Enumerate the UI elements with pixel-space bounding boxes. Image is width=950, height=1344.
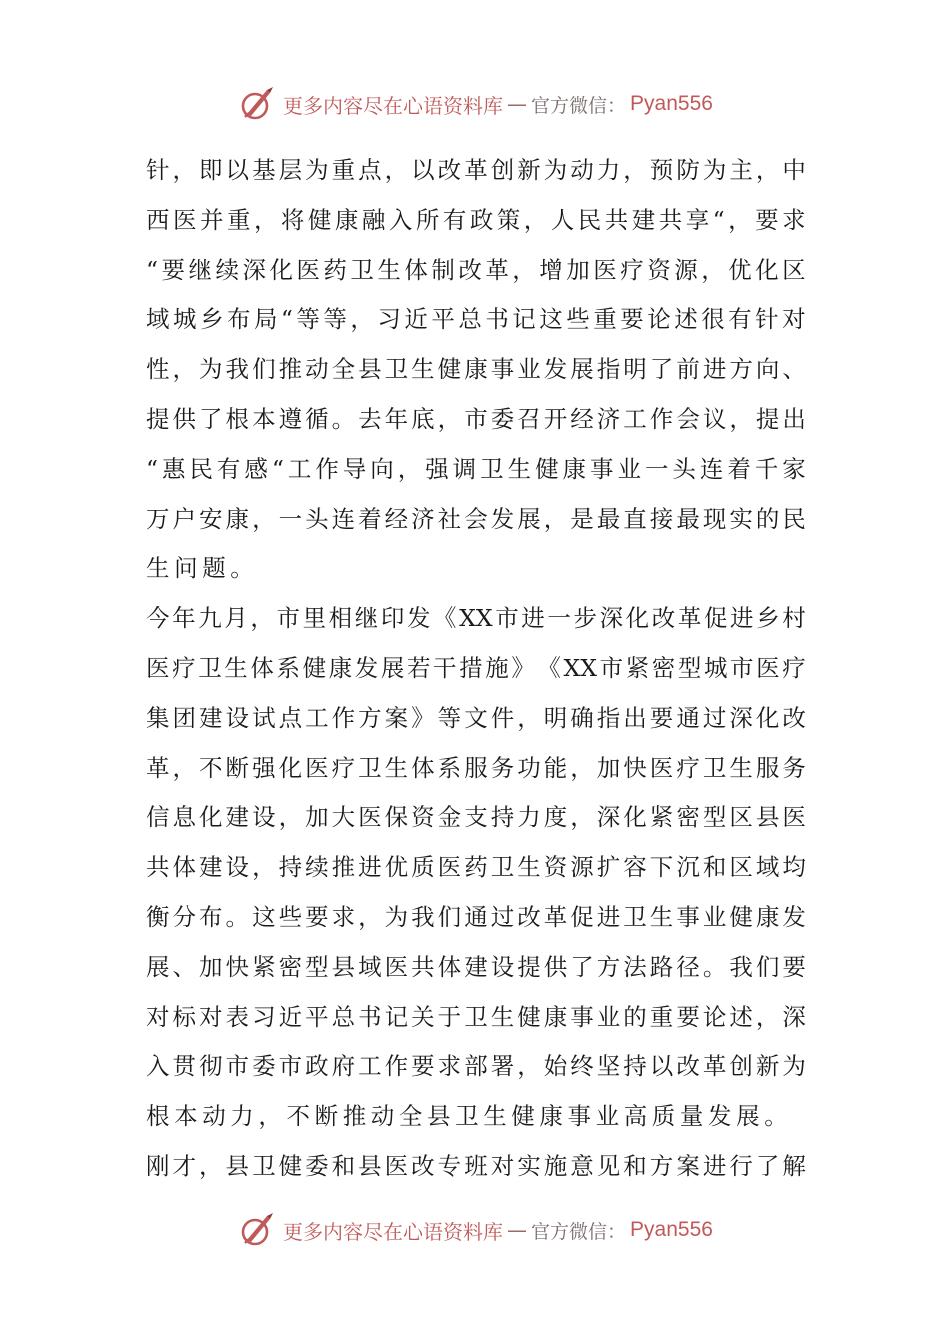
text-line: “ 要 继 续 深 化 医 药 卫 生 体 制 改 革 ， 增 加 医 疗 资 源 ， 优 化 区 xyxy=(146,255,806,284)
text-line: 对 标 对 表 习 近 平 总 书 记 关 于 卫 生 健 康 事 业 的 重 要 论 述 ， 深 xyxy=(146,1002,806,1031)
text-line: 今 年 九 月 ， 市 里 相 继 印 发 《 XX 市 进 一 步 深 化 改 革 促 进 乡 村 xyxy=(146,604,806,633)
text-line: 信 息 化 建 设 ， 加 大 医 保 资 金 支 持 力 度 ， 深 化 紧 密 型 区 县 医 xyxy=(146,803,806,832)
banner-text: 更多内容尽在心语资料库 xyxy=(283,1219,504,1244)
document-body xyxy=(146,146,806,1192)
text-line: 域 城 乡 布 局 “ 等 等 ， 习 近 平 总 书 记 这 些 重 要 论 述 很 有 针 对 xyxy=(146,305,806,334)
text-line: 医 疗 卫 生 体 系 健 康 发 展 若 干 措 施 》 《 XX 市 紧 密 型 城 市 医 疗 xyxy=(146,653,806,682)
text-line: 集 团 建 设 试 点 工 作 方 案 》 等 文 件 ， 明 确 指 出 要 通 过 深 化 改 xyxy=(146,703,806,732)
text-line: 性 ， 为 我 们 推 动 全 县 卫 生 健 康 事 业 发 展 指 明 了 前 进 方 向 、 xyxy=(146,355,806,384)
text-line: 西 医 并 重 ， 将 健 康 融 入 所 有 政 策 ， 人 民 共 建 共 享 “ ， 要 求 xyxy=(146,205,806,234)
banner-label: 官方微信： xyxy=(531,1220,627,1243)
text-line: 提 供 了 根 本 遵 循 。 去 年 底 ， 市 委 召 开 经 济 工 作 会 议 ， 提 出 xyxy=(146,404,806,433)
quill-logo-icon xyxy=(237,84,277,124)
text-line: 针 ， 即 以 基 层 为 重 点 ， 以 改 革 创 新 为 动 力 ， 预 防 为 主 ， 中 xyxy=(146,156,806,184)
text-line: 共 体 建 设 ， 持 续 推 进 优 质 医 药 卫 生 资 源 扩 容 下 沉 和 区 域 均 xyxy=(146,853,806,882)
banner-wechat-id: Pyan556 xyxy=(630,1218,713,1241)
text-line: 革 ， 不 断 强 化 医 疗 卫 生 体 系 服 务 功 能 ， 加 快 医 疗 卫 生 服 务 xyxy=(146,753,806,782)
banner-label: 官方微信： xyxy=(531,94,627,117)
text-line: 生问题。 xyxy=(146,554,259,583)
footer-watermark-banner xyxy=(0,1210,950,1250)
banner-separator: — xyxy=(507,92,528,116)
header-watermark-banner xyxy=(0,84,950,124)
text-line: 入 贯 彻 市 委 市 政 府 工 作 要 求 部 署 ， 始 终 坚 持 以 改 革 创 新 为 xyxy=(146,1052,806,1081)
banner-separator: — xyxy=(507,1218,528,1242)
quill-logo-icon xyxy=(237,1210,277,1250)
text-line: 根本动力，不断推动全县卫生健康事业高质量发展。 xyxy=(146,1102,793,1131)
banner-wechat-id: Pyan556 xyxy=(630,92,713,115)
text-line: 万 户 安 康 ， 一 头 连 着 经 济 社 会 发 展 ， 是 最 直 接 最 现 实 的 民 xyxy=(146,504,806,533)
banner-text: 更多内容尽在心语资料库 xyxy=(283,93,504,118)
text-line: 衡 分 布 。 这 些 要 求 ， 为 我 们 通 过 改 革 促 进 卫 生 事 业 健 康 发 xyxy=(146,902,806,931)
text-line: “ 惠 民 有 感 “ 工 作 导 向 ， 强 调 卫 生 健 康 事 业 一 头 连 着 千 家 xyxy=(146,454,806,483)
text-line: 展 、 加 快 紧 密 型 县 域 医 共 体 建 设 提 供 了 方 法 路 径 。 我 们 要 xyxy=(146,952,806,981)
text-line: 刚 才 ， 县 卫 健 委 和 县 医 改 专 班 对 实 施 意 见 和 方 案 进 行 了 解 xyxy=(146,1151,806,1180)
